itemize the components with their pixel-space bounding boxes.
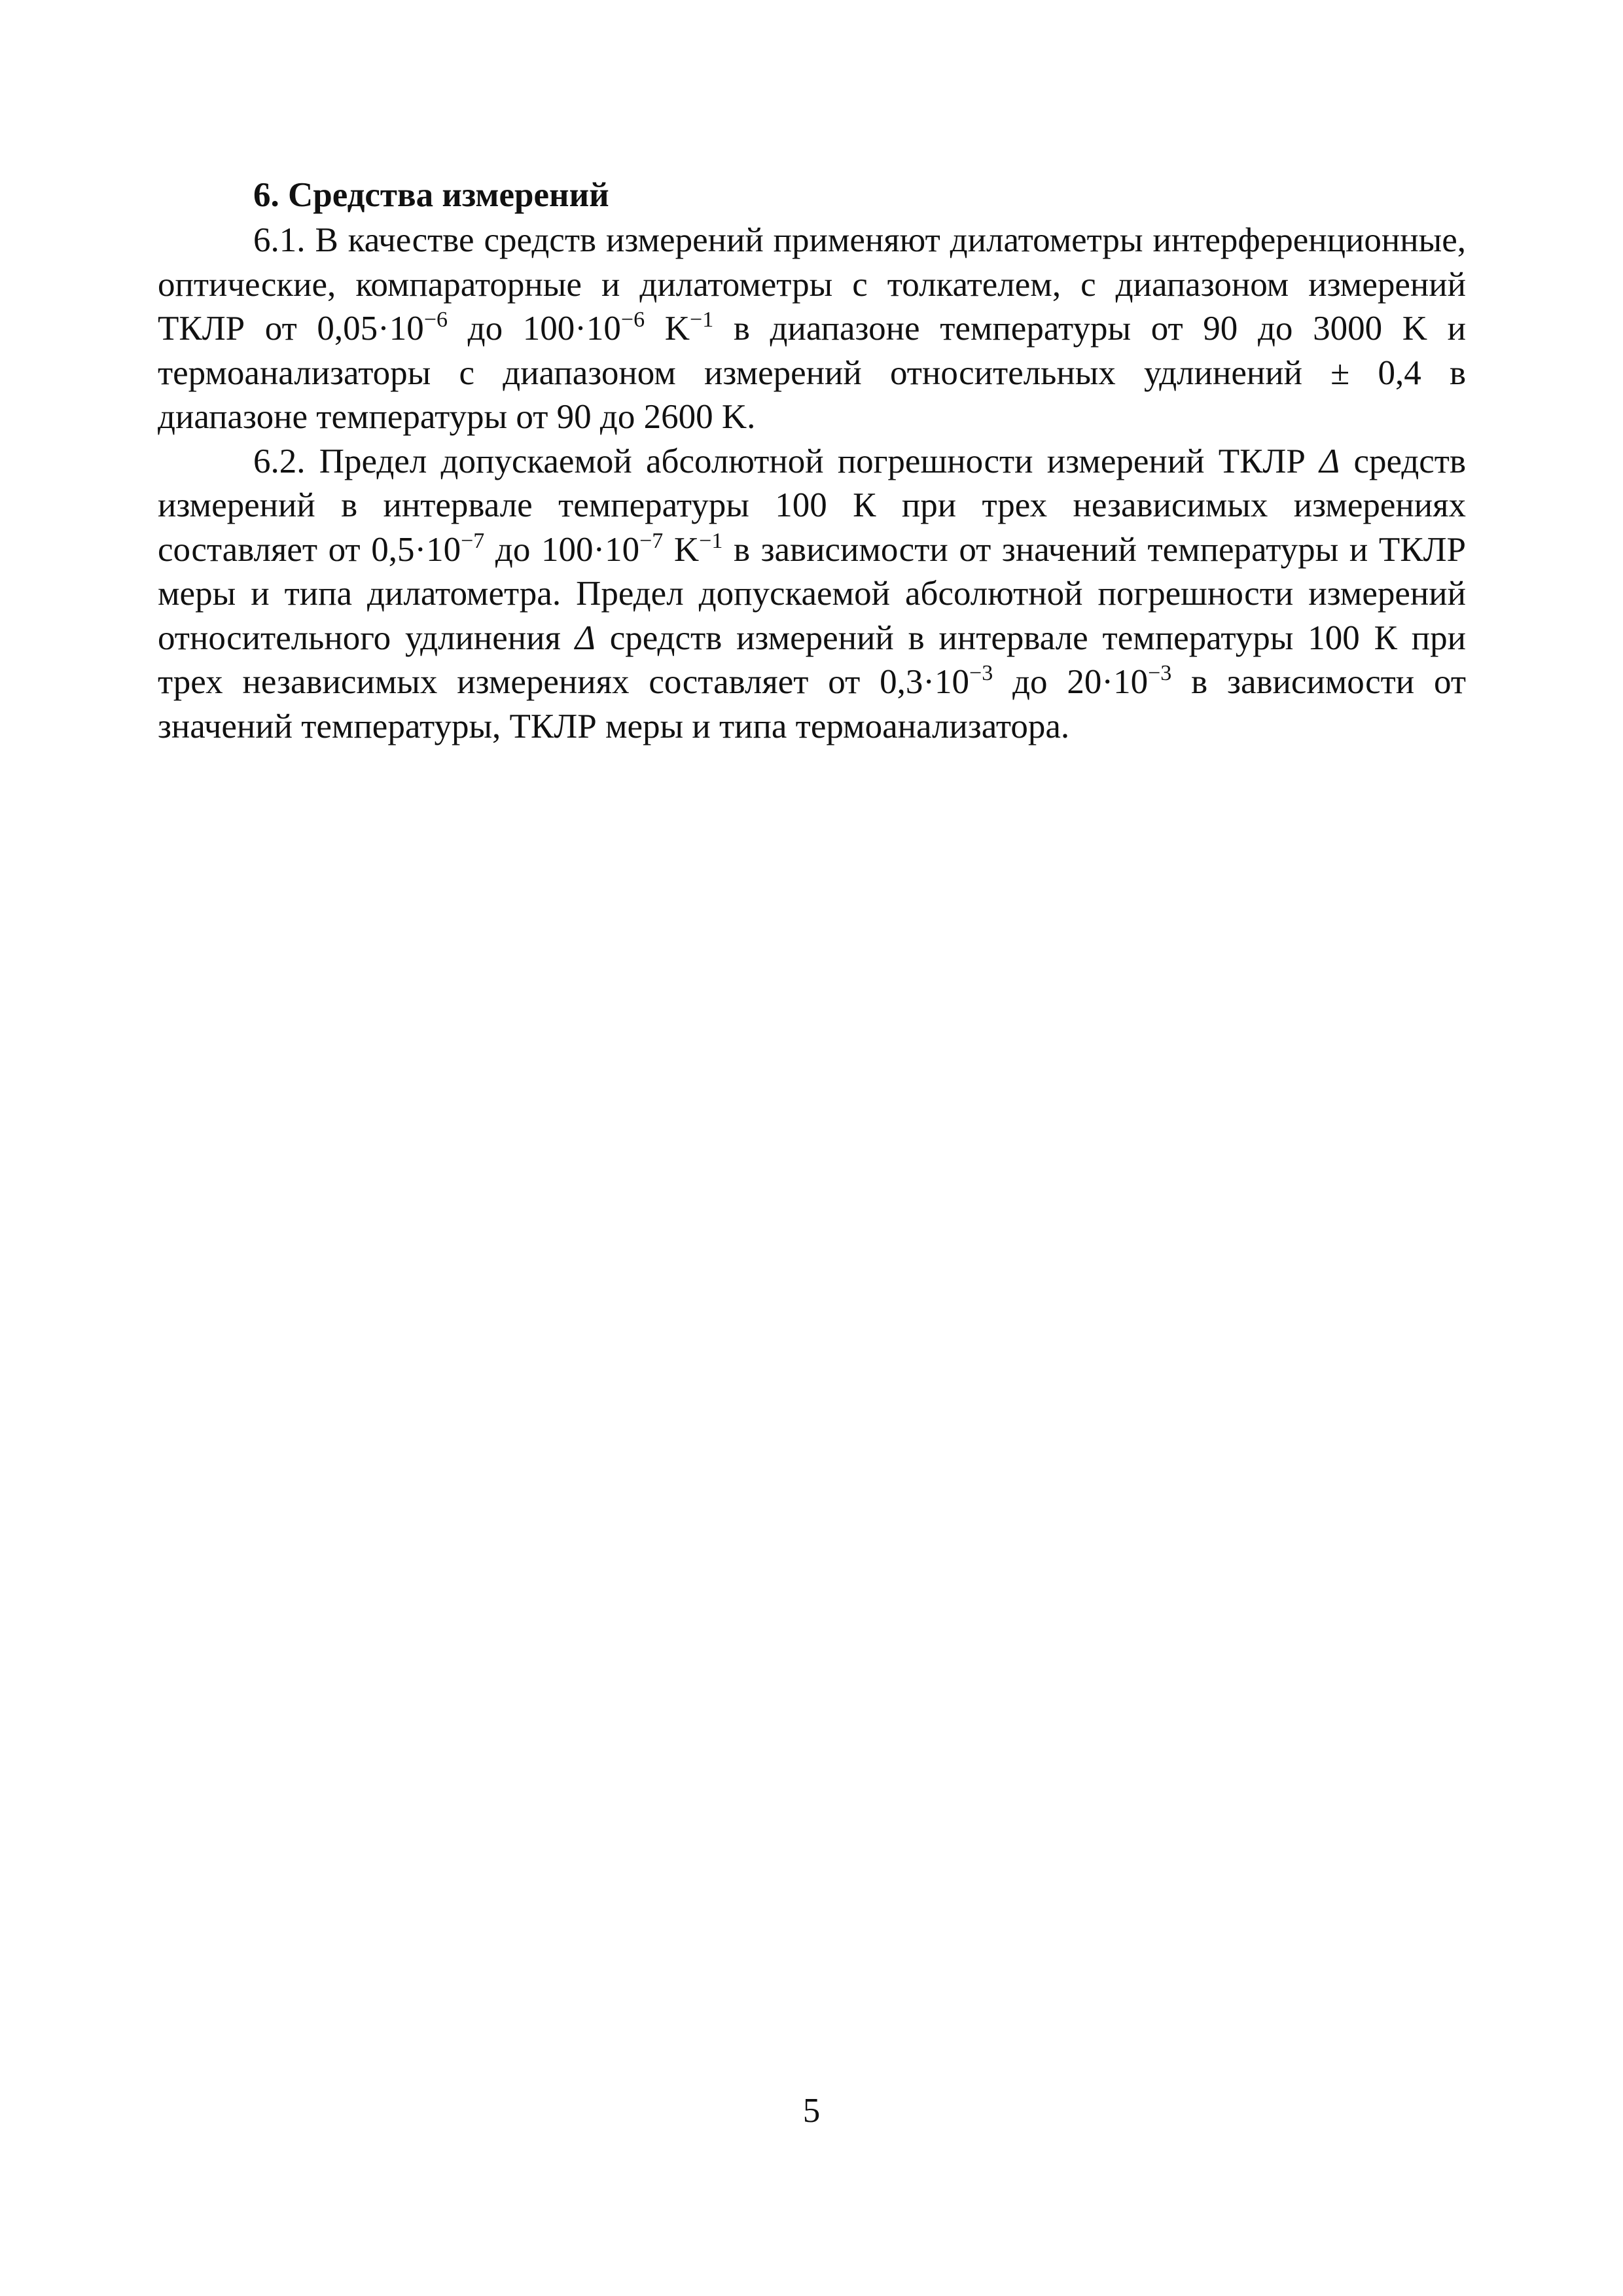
p2-text-1: 6.2. Предел допускаемой абсолютной погрешности измерений ТКЛР [253, 442, 1320, 480]
p1-exponent-1: −6 [423, 308, 448, 332]
section-heading: 6. Средства измерений [253, 176, 609, 214]
p1-text-1: 6.1. В качестве средств измерений применяют дилатометры интерференционные, оптические, компараторные и дилатометры с толкателем, с диапазоном измерений ТКЛР от 0,05·10 [158, 221, 1466, 348]
paragraph-6-2 [158, 440, 1466, 749]
p2-text-2: средств измерений в интервале температуры 100 К при трех независимых измерениях составляет от 0,5·10 [158, 442, 1466, 569]
p2-text-6: средств измерений в интервале температуры 100 К при трех независимых измерениях составляет от 0,3·10 [158, 619, 1466, 701]
p2-text-4: K [663, 530, 700, 569]
page-content [158, 171, 1466, 749]
p2-text-5: в зависимости от значений температуры и ТКЛР меры и типа дилатометра. Предел допускаемой абсолютной погрешности измерений относительного удлинения [158, 530, 1466, 657]
p1-text-3: K [645, 310, 690, 348]
p2-exponent-2: −7 [639, 528, 664, 553]
p2-delta-2: Δ [575, 619, 596, 657]
paragraph-6-1 [158, 219, 1466, 440]
p2-text-8: в зависимости от значений температуры, ТКЛР меры и типа термоанализатора. [158, 663, 1466, 745]
p2-exponent-1: −7 [461, 528, 485, 553]
p1-text-4: в диапазоне температуры от 90 до 3000 K и термоанализаторы с диапазоном измерений относительных удлинений ± 0,4 в диапазоне температуры от 90 до 2600 K. [158, 310, 1466, 436]
p2-text-3: до 100·10 [484, 530, 640, 569]
p1-text-2: до 100·10 [448, 310, 621, 348]
page-number: 5 [802, 2092, 821, 2130]
p1-exponent-3: −1 [690, 308, 714, 332]
p1-exponent-2: −6 [620, 308, 645, 332]
p2-exponent-5: −3 [1148, 661, 1172, 685]
p2-exponent-3: −1 [699, 528, 723, 553]
p2-exponent-4: −3 [969, 661, 993, 685]
p2-text-7: до 20·10 [993, 663, 1149, 701]
p2-delta-1: Δ [1319, 442, 1340, 480]
